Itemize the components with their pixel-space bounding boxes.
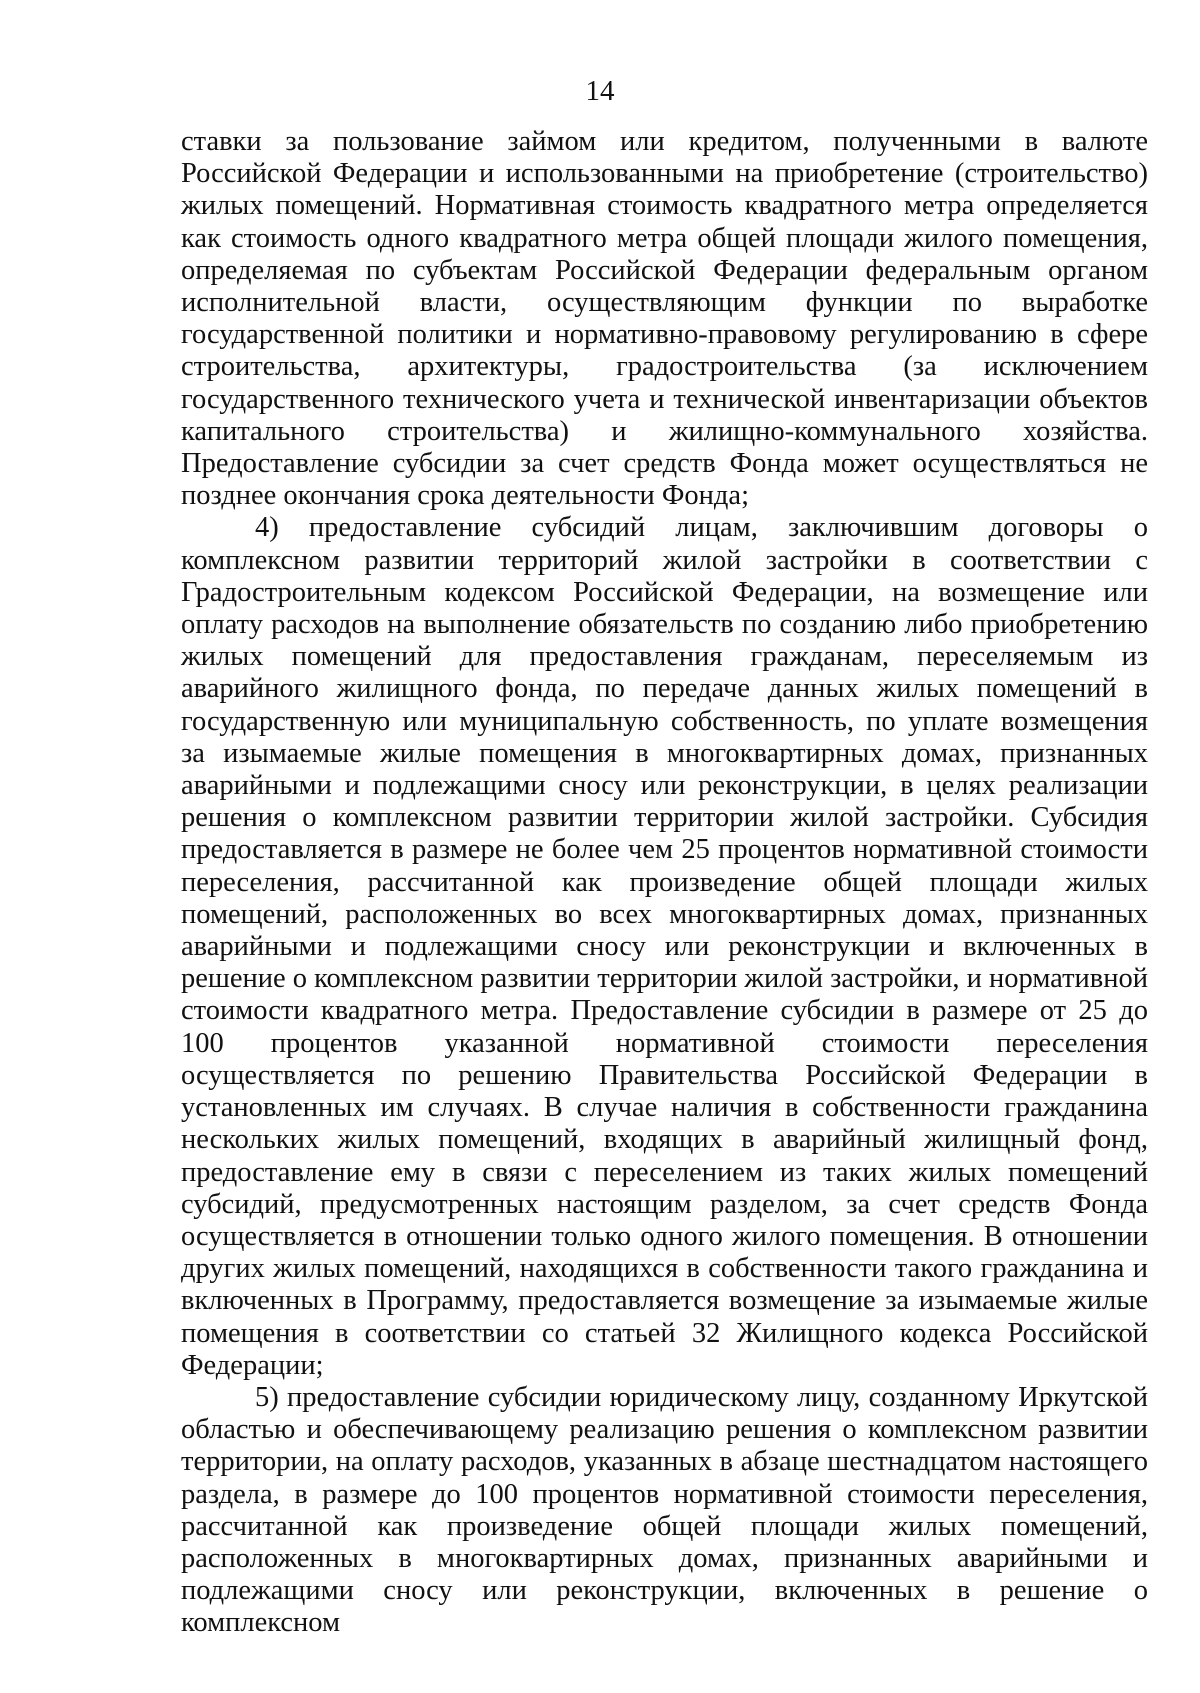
paragraph-item-5: 5) предоставление субсидии юридическому лицу, созданному Иркутской областью и обеспечивающему реализацию решения о комплексном развитии территории, на оплату расходов, указанных в абзаце шестнадцатом настоящего раздела, в размере до 100 процентов нормативной стоимости переселения, рассчитанной как произведение общей площади жилых помещений, расположенных в многоквартирных домах, признанных аварийными и подлежащими сносу или реконструкции, включенных в решение о комплексном: [181, 1381, 1148, 1639]
page-number: 14: [585, 75, 615, 107]
paragraph-item-4: 4) предоставление субсидий лицам, заключившим договоры о комплексном развитии территорий жилой застройки в соответствии с Градостроительным кодексом Российской Федерации, на возмещение или оплату расходов на выполнение обязательств по созданию либо приобретению жилых помещений для предоставления гражданам, переселяемым из аварийного жилищного фонда, по передаче данных жилых помещений в государственную или муниципальную собственность, по уплате возмещения за изымаемые жилые помещения в многоквартирных домах, признанных аварийными и подлежащими сносу или реконструкции, в целях реализации решения о комплексном развитии территории жилой застройки. Субсидия предоставляется в размере не более чем 25 процентов нормативной стоимости переселения, рассчитанной как произведение общей площади жилых помещений, расположенных во всех многоквартирных домах, признанных аварийными и подлежащими сносу или реконструкции и включенных в решение о комплексном развитии территории жилой застройки, и нормативной стоимости квадратного метра. Предоставление субсидии в размере от 25 до 100 процентов указанной нормативной стоимости переселения осуществляется по решению Правительства Российской Федерации в установленных им случаях. В случае наличия в собственности гражданина нескольких жилых помещений, входящих в аварийный жилищный фонд, предоставление ему в связи с переселением из таких жилых помещений субсидий, предусмотренных настоящим разделом, за счет средств Фонда осуществляется в отношении только одного жилого помещения. В отношении других жилых помещений, находящихся в собственности такого гражданина и включенных в Программу, предоставляется возмещение за изымаемые жилые помещения в соответствии со статьей 32 Жилищного кодекса Российской Федерации;: [181, 512, 1148, 1381]
document-body: [181, 126, 1148, 1640]
paragraph-continuation: ставки за пользование займом или кредитом, полученными в валюте Российской Федерации и использованными на приобретение (строительство) жилых помещений. Нормативная стоимость квадратного метра определяется как стоимость одного квадратного метра общей площади жилого помещения, определяемая по субъектам Российской Федерации федеральным органом исполнительной власти, осуществляющим функции по выработке государственной политики и нормативно-правовому регулированию в сфере строительства, архитектуры, градостроительства (за исключением государственного технического учета и технической инвентаризации объектов капитального строительства) и жилищно-коммунального хозяйства. Предоставление субсидии за счет средств Фонда может осуществляться не позднее окончания срока деятельности Фонда;: [181, 126, 1148, 512]
